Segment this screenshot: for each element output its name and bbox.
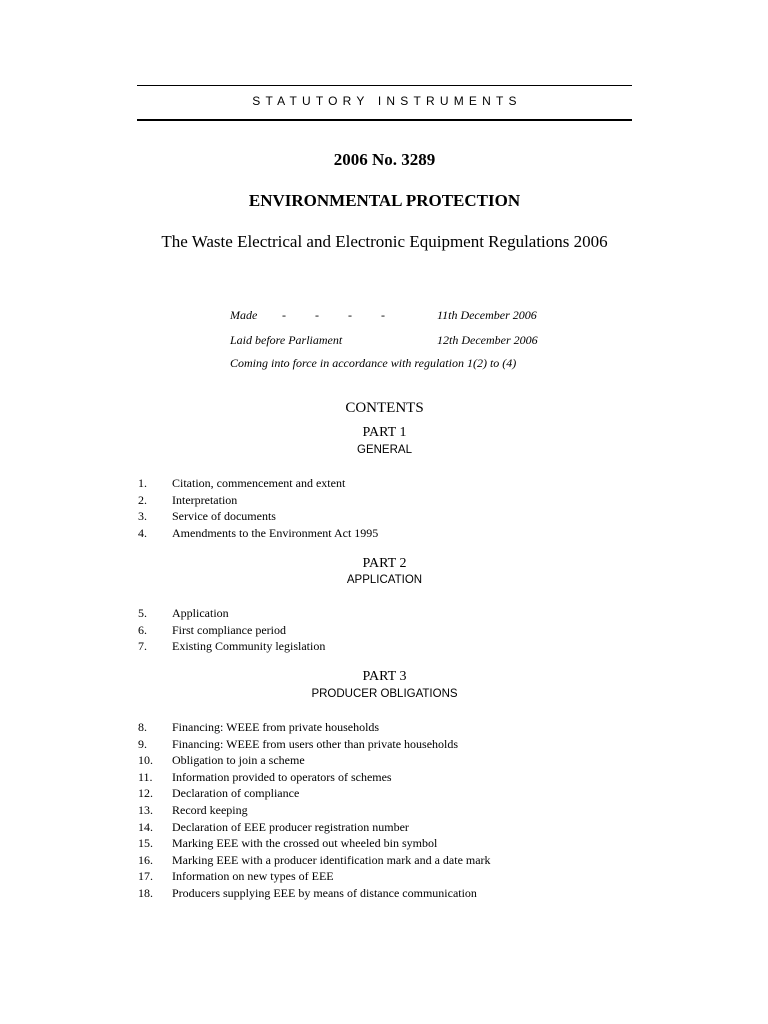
contents-item-text: Existing Community legislation [172, 639, 326, 654]
part-subheading: PRODUCER OBLIGATIONS [311, 688, 458, 700]
contents-item-text: Financing: WEEE from users other than private households [172, 736, 459, 751]
contents-item-text: Obligation to join a scheme [172, 753, 305, 768]
contents-item-number: 2. [138, 492, 147, 507]
contents-item-text: Declaration of EEE producer registration number [172, 819, 409, 834]
made-dashes: - - - - [282, 308, 398, 322]
contents-title: CONTENTS [345, 400, 424, 416]
contents-item-text: Application [172, 606, 229, 620]
contents-item-number: 6. [138, 622, 147, 637]
contents-item-number: 18. [138, 886, 153, 900]
contents-item-number: 10. [138, 753, 153, 768]
contents-item-text: Financing: WEEE from private households [172, 720, 380, 734]
contents-item-text: Marking EEE with the crossed out wheeled bin symbol [172, 836, 438, 851]
contents-item-number: 3. [138, 509, 147, 524]
contents-item-text: Interpretation [172, 492, 238, 507]
contents-item-number: 7. [138, 639, 147, 654]
contents-item-number: 9. [138, 736, 147, 751]
part-heading: PART 1 [362, 425, 407, 440]
contents-item-number: 16. [138, 852, 153, 867]
contents-item-text: Service of documents [172, 509, 276, 524]
contents-item-text: Amendments to the Environment Act 1995 [172, 525, 379, 540]
subject-heading: ENVIRONMENTAL PROTECTION [248, 191, 521, 210]
top-rule [137, 85, 632, 86]
contents-item-number: 15. [138, 836, 153, 851]
part-heading: PART 2 [362, 556, 407, 571]
laid-label: Laid before Parliament [230, 333, 343, 347]
contents-item-text: Record keeping [172, 803, 248, 817]
contents-item-text: Information on new types of EEE [172, 869, 334, 884]
contents-item-text: Information provided to operators of schemes [172, 769, 392, 784]
coming-into-force-text: Coming into force in accordance with regulation 1(2) to (4) [230, 356, 517, 370]
contents-item-number: 1. [138, 476, 147, 490]
part-heading: PART 3 [362, 669, 407, 684]
part-subheading: GENERAL [357, 444, 412, 456]
made-label: Made [230, 308, 258, 322]
series-heading: STATUTORY INSTRUMENTS [252, 94, 522, 108]
contents-item-text: First compliance period [172, 622, 286, 637]
contents-item-number: 4. [138, 525, 147, 540]
contents-item-number: 5. [138, 606, 147, 620]
contents-item-number: 11. [138, 769, 153, 784]
contents-item-number: 13. [138, 803, 153, 817]
contents-item-number: 12. [138, 786, 153, 801]
laid-date: 12th December 2006 [437, 333, 538, 347]
contents-item-text: Producers supplying EEE by means of distance communication [172, 886, 477, 900]
bottom-rule [137, 119, 632, 121]
made-date: 11th December 2006 [437, 308, 537, 322]
document-title: The Waste Electrical and Electronic Equipment Regulations 2006 [161, 232, 608, 251]
contents-item-number: 8. [138, 720, 147, 734]
contents-item-number: 17. [138, 869, 153, 884]
contents-item-text: Marking EEE with a producer identification mark and a date mark [172, 852, 491, 867]
contents-item-text: Declaration of compliance [172, 786, 300, 801]
contents-item-number: 14. [138, 819, 153, 834]
contents-item-text: Citation, commencement and extent [172, 476, 346, 490]
instrument-number: 2006 No. 3289 [333, 150, 436, 169]
part-subheading: APPLICATION [346, 574, 423, 586]
